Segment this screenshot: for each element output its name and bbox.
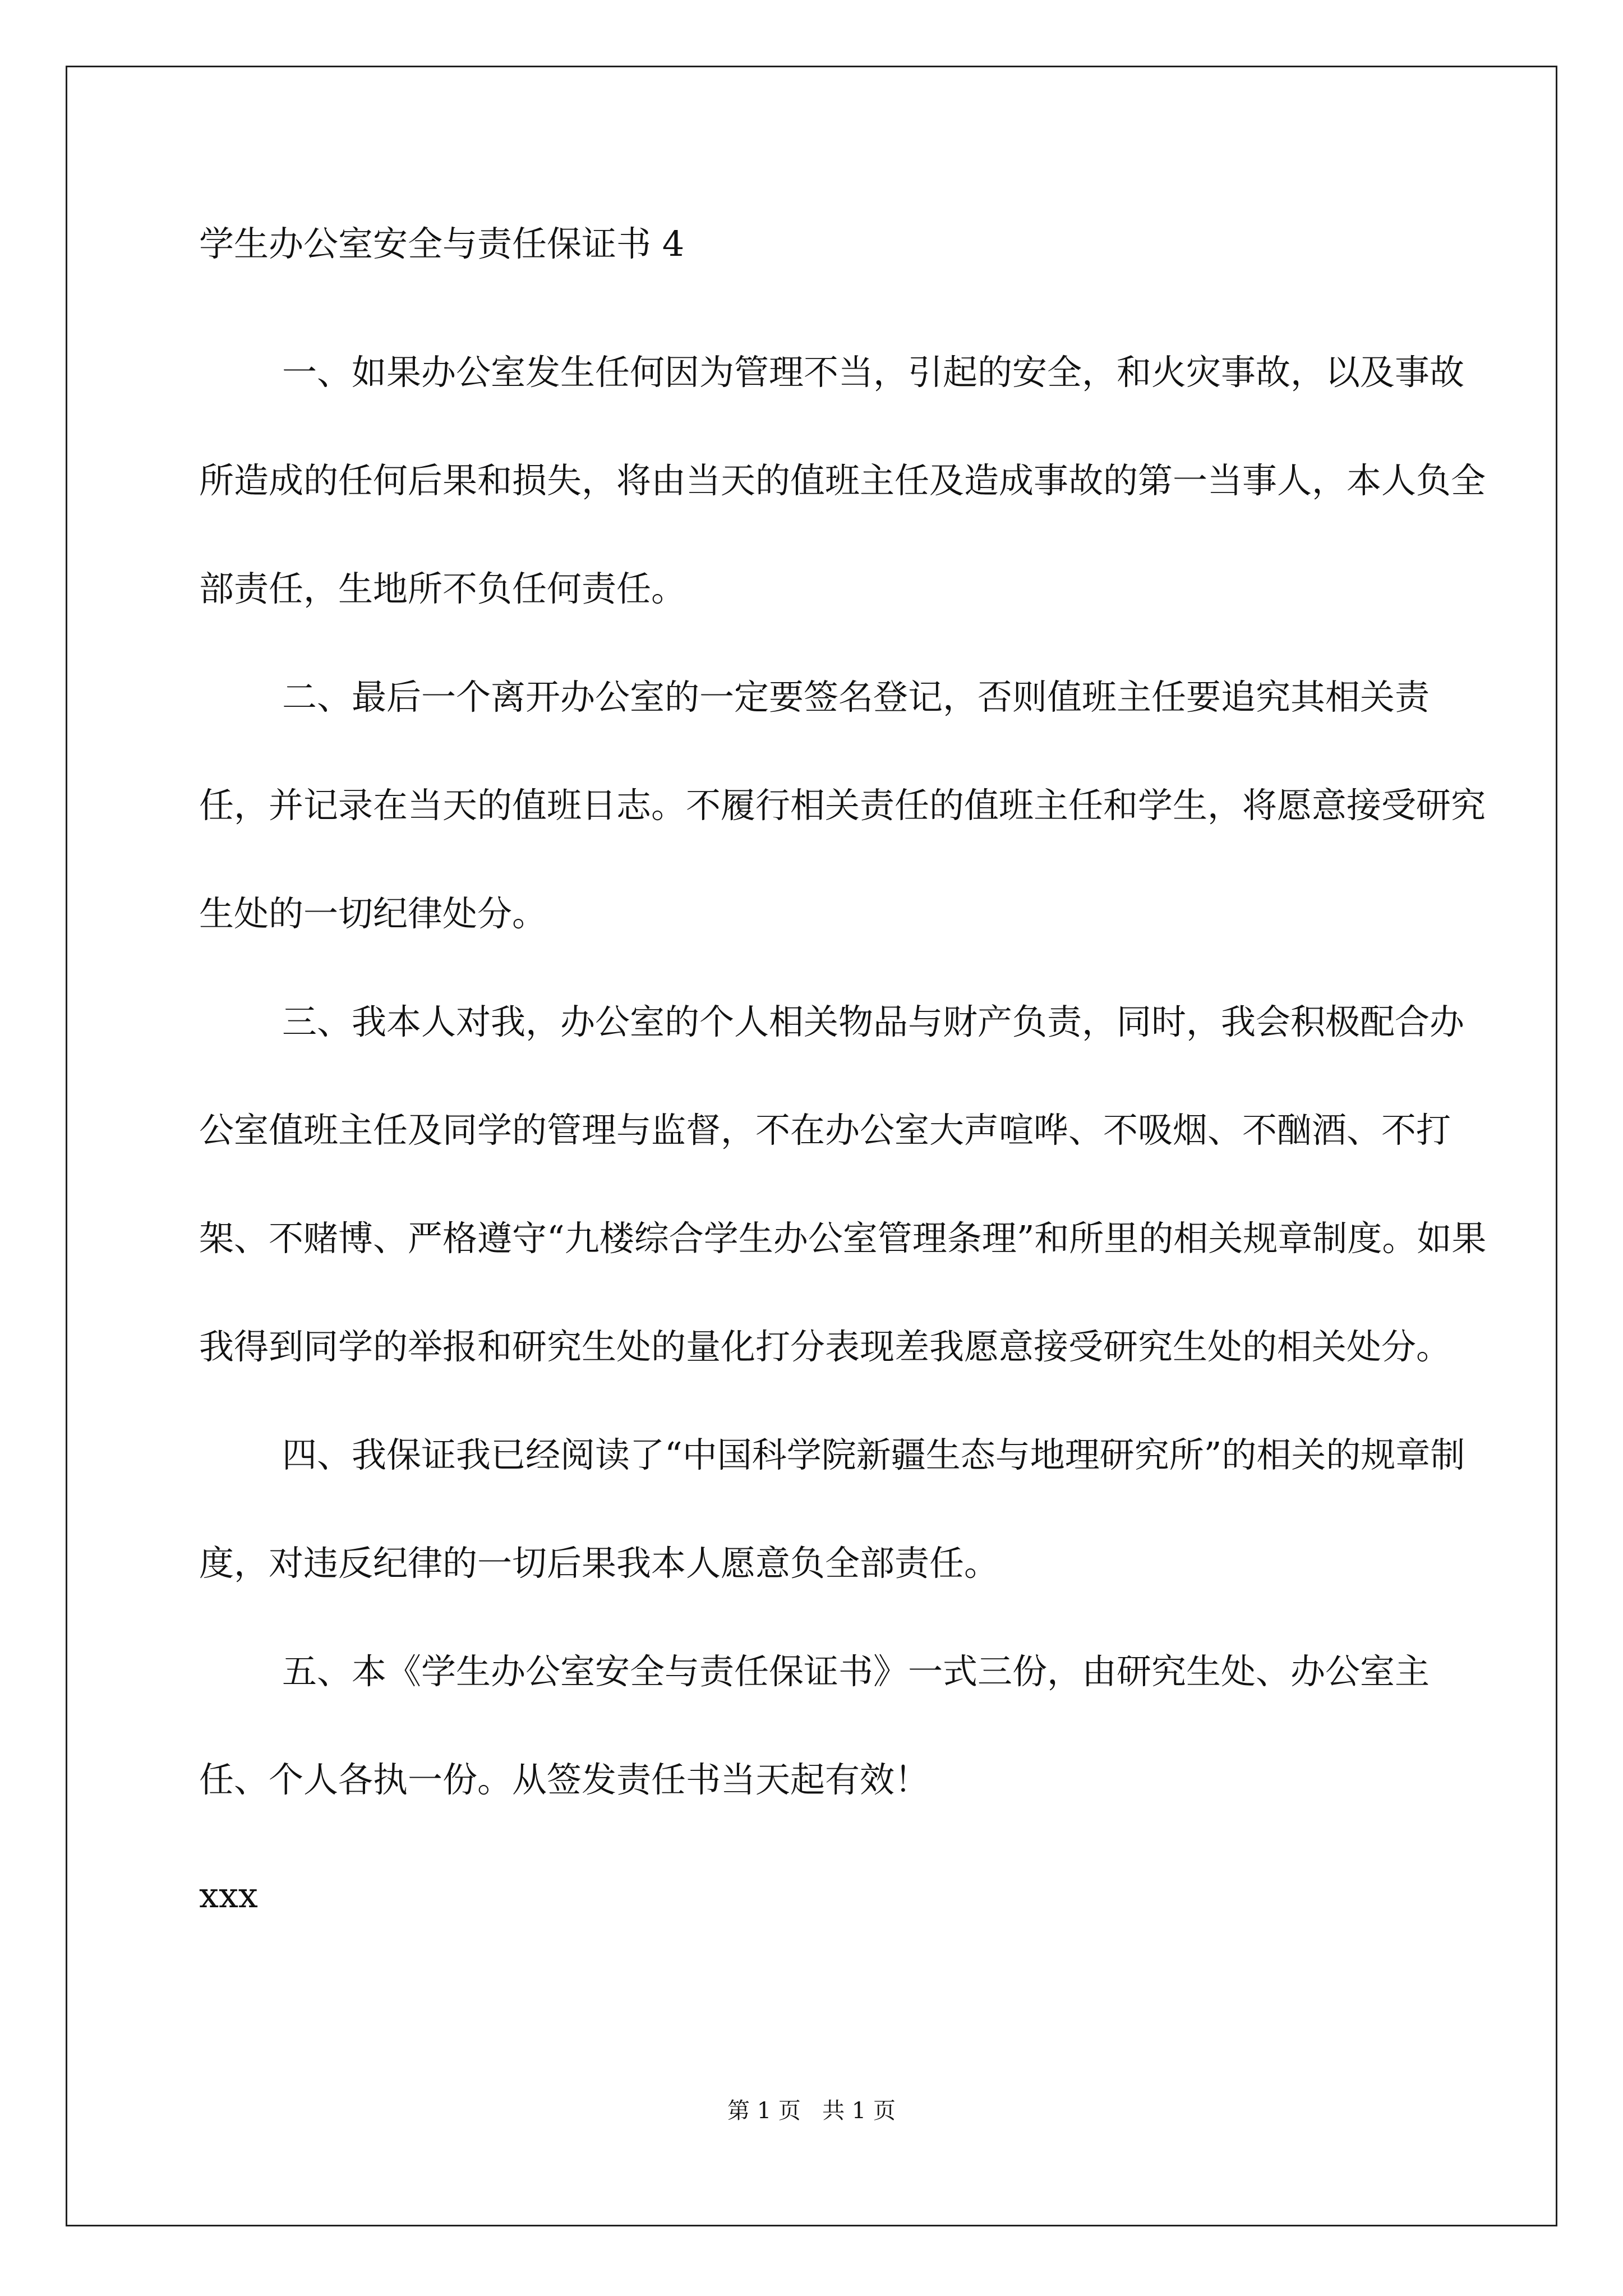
paragraph-2: 二、最后一个离开办公室的一定要签名登记，否则值班主任要追究其相关责任，并记录在当天的值班日志。不履行相关责任的值班主任和学生，将愿意接受研究生处的一切纪律处分。	[199, 677, 1486, 934]
page-footer: 第 1 页 共 1 页	[727, 2098, 896, 2124]
document-body	[199, 222, 1489, 1918]
paragraph-3: 三、我本人对我，办公室的个人相关物品与财产负责，同时，我会积极配合办公室值班主任及同学的管理与监督，不在办公室大声喧哗、不吸烟、不酗酒、不打架、不赌博、严格遵守“九楼综合学生办公室管理条理”和所里的相关规章制度。如果我得到同学的举报和研究生处的量化打分表现差我愿意接受研究生处的相关处分。	[199, 1001, 1487, 1367]
document-title: 学生办公室安全与责任保证书 4	[199, 223, 685, 264]
paragraph-1: 一、如果办公室发生任何因为管理不当，引起的安全，和火灾事故，以及事故所造成的任何后果和损失，将由当天的值班主任及造成事故的第一当事人，本人负全部责任，生地所不负任何责任。	[199, 352, 1486, 609]
signature: xxx	[199, 1875, 258, 1916]
paragraph-4: 四、我保证我已经阅读了“中国科学院新疆生态与地理研究所”的相关的规章制度，对违反纪律的一切后果我本人愿意负全部责任。	[199, 1434, 1465, 1584]
paragraph-5: 五、本《学生办公室安全与责任保证书》一式三份，由研究生处、办公室主任、个人各执一份。从签发责任书当天起有效！	[199, 1651, 1430, 1800]
